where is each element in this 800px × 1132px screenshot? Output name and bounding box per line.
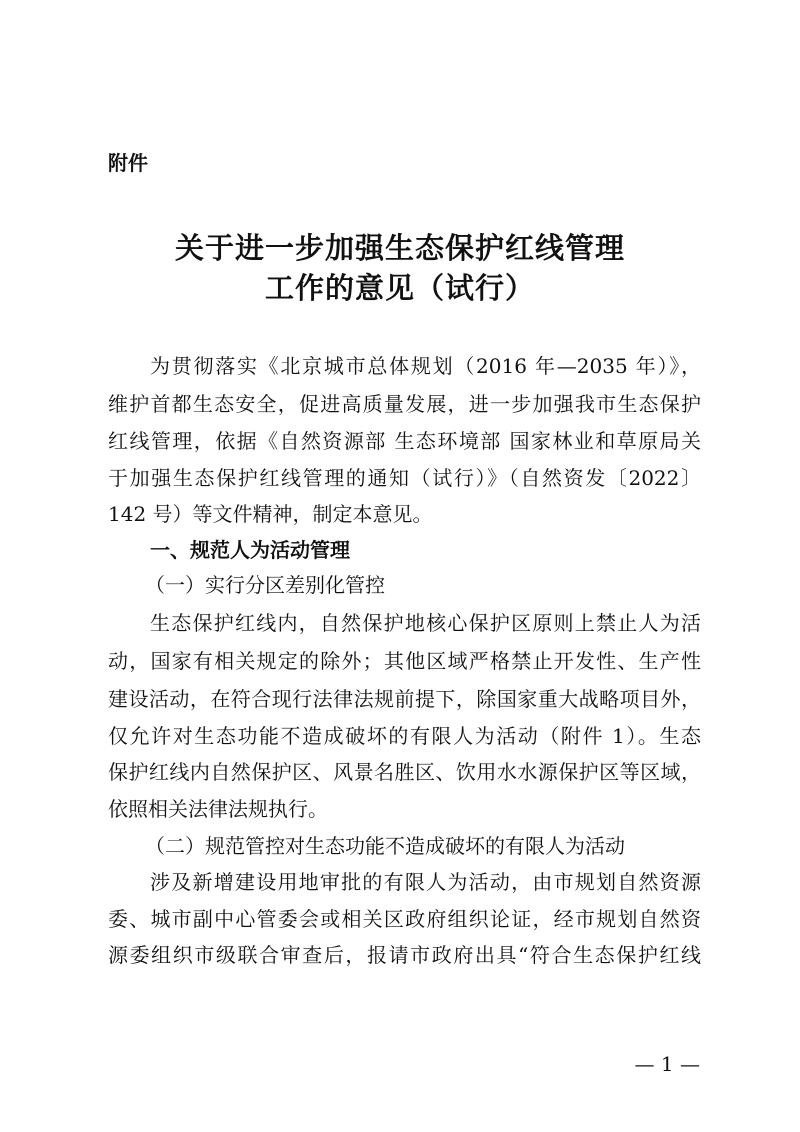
paragraph-line: 涉及新增建设用地审批的有限人为活动，由市规划自然资源 bbox=[150, 870, 701, 894]
paragraph-line: 动，国家有相关规定的除外；其他区域严格禁止开发性、生产性 bbox=[108, 649, 701, 673]
subsection-heading: （一）实行分区差别化管控 bbox=[145, 573, 385, 597]
paragraph-line: 建设活动，在符合现行法律法规前提下，除国家重大战略项目外， bbox=[108, 687, 701, 711]
paragraph-line: 红线管理，依据《自然资源部 生态环境部 国家林业和草原局关 bbox=[108, 429, 701, 453]
paragraph-line: 为贯彻落实《北京城市总体规划（2016 年—2035 年）》， bbox=[150, 354, 701, 378]
attachment-label: 附件 bbox=[108, 151, 148, 175]
paragraph-line: 仅允许对生态功能不造成破坏的有限人为活动（附件 1）。生态 bbox=[108, 724, 701, 748]
section-heading: 一、规范人为活动管理 bbox=[150, 538, 350, 562]
paragraph-line: 源委组织市级联合审查后，报请市政府出具“符合生态保护红线 bbox=[108, 943, 701, 967]
document-title-line-2: 工作的意见（试行） bbox=[264, 271, 535, 305]
paragraph-line: 于加强生态保护红线管理的通知（试行）》（自然资发〔2022〕 bbox=[108, 466, 701, 490]
paragraph-line: 依照相关法律法规执行。 bbox=[108, 797, 328, 821]
page-number: — 1 — bbox=[634, 1052, 700, 1076]
paragraph-line: 委、城市副中心管委会或相关区政府组织论证，经市规划自然资 bbox=[108, 907, 701, 931]
paragraph-line: 保护红线内自然保护区、风景名胜区、饮用水水源保护区等区域， bbox=[108, 760, 701, 784]
paragraph-line: 142 号）等文件精神，制定本意见。 bbox=[108, 502, 433, 526]
paragraph-line: 维护首都生态安全，促进高质量发展，进一步加强我市生态保护 bbox=[108, 392, 701, 416]
document-title-line-1: 关于进一步加强生态保护红线管理 bbox=[174, 231, 625, 265]
paragraph-line: 生态保护红线内，自然保护地核心保护区原则上禁止人为活 bbox=[150, 611, 701, 635]
subsection-heading: （二）规范管控对生态功能不造成破坏的有限人为活动 bbox=[145, 834, 625, 858]
